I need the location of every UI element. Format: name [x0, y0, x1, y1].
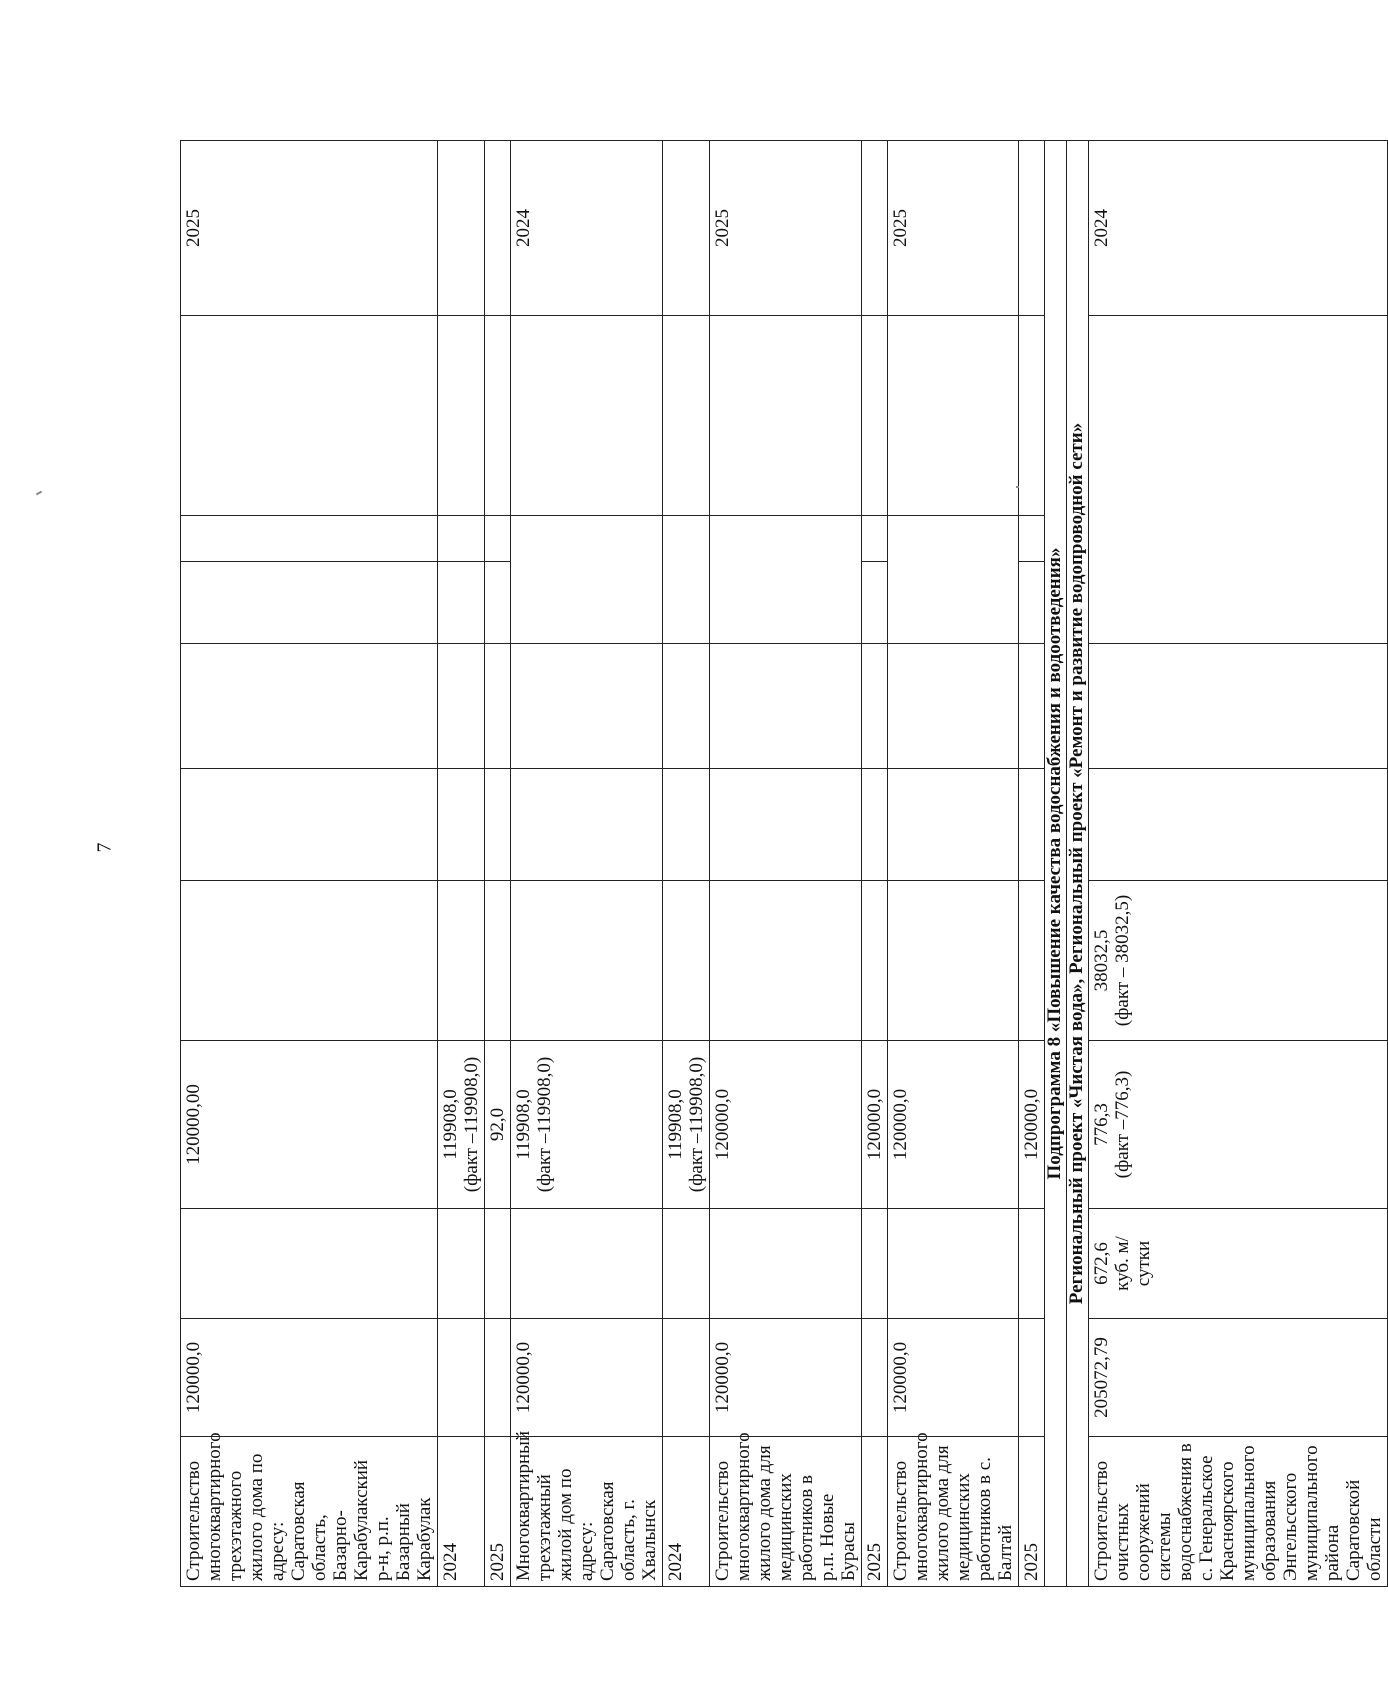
empty-cell: [1019, 881, 1045, 1041]
empty-cell: [485, 516, 511, 562]
cost-cell: 120000,0: [888, 1319, 1019, 1437]
empty-cell: [710, 644, 862, 769]
empty-cell: [862, 881, 888, 1041]
empty-cell: [181, 769, 438, 881]
empty-cell: [663, 516, 710, 644]
empty-cell: [438, 881, 485, 1041]
year-cell: 2025: [181, 141, 438, 316]
empty-cell: [181, 516, 438, 562]
value-2024-cell: 92,0: [485, 1041, 511, 1209]
value-2024-cell: 120000,0: [1019, 1041, 1045, 1209]
object-name: Строительство многоквартирного трехэтажного жилого дома по адресу: Саратовская область, Базарно-Карабулакский р-н, р.п. Базарный Карабулак: [181, 1437, 438, 1587]
empty-cell: [862, 644, 888, 769]
empty-cell: [1019, 141, 1045, 316]
cost-cell: 120000,0: [181, 1319, 438, 1437]
empty-cell: [1019, 562, 1045, 644]
empty-cell: [1089, 644, 1388, 769]
empty-cell: [1019, 769, 1045, 881]
year-subrow-label: 2025: [862, 1437, 888, 1587]
subprogram-header: Подпрограмма 8 «Повышение качества водоснабжения и водоотведения»: [1045, 141, 1067, 1587]
empty-cell: [511, 1209, 663, 1319]
empty-cell: [1019, 1209, 1045, 1319]
empty-cell: [485, 644, 511, 769]
empty-cell: [485, 881, 511, 1041]
empty-cell: [485, 141, 511, 316]
empty-cell: [663, 141, 710, 316]
table-row: [485, 141, 511, 1587]
empty-cell: [1019, 644, 1045, 769]
empty-cell: [485, 769, 511, 881]
empty-cell: [485, 316, 511, 516]
empty-cell: [511, 769, 663, 881]
empty-cell: [888, 881, 1019, 1041]
value-2024-cell: 119908,0 (факт –119908,0): [663, 1041, 710, 1209]
empty-cell: [1089, 769, 1388, 881]
empty-cell: [663, 644, 710, 769]
capacity-cell: [181, 1209, 438, 1319]
empty-cell: [888, 769, 1019, 881]
value-2024-cell: 119908,0 (факт –119908,0): [438, 1041, 485, 1209]
year-cell: 2024: [1089, 141, 1388, 316]
value-2024-cell: 120000,0: [710, 1041, 862, 1209]
year-cell: 2025: [888, 141, 1019, 316]
empty-cell: [862, 516, 888, 562]
capital-construction-table: [180, 140, 1388, 1587]
regional-project-header: Региональный проект «Чистая вода», Региональный проект «Ремонт и развитие водопроводной сети»: [1067, 141, 1089, 1587]
value-2024-cell: 119908,0 (факт –119908,0): [511, 1041, 663, 1209]
empty-cell: [438, 316, 485, 516]
year-subrow-label: 2024: [438, 1437, 485, 1587]
value-2025-cell: 38032,5 (факт – 38032,5): [1089, 881, 1388, 1041]
empty-cell: [438, 1319, 485, 1437]
empty-cell: [710, 316, 862, 516]
value-2024-cell: 120000,0: [862, 1041, 888, 1209]
year-cell: 2025: [710, 141, 862, 316]
value-2025-cell: [181, 881, 438, 1041]
empty-cell: [710, 1209, 862, 1319]
object-name: Многоквартирный трехэтажный жилой дом по адресу: Саратовская область, г. Хвалынск: [511, 1437, 663, 1587]
empty-cell: [862, 1319, 888, 1437]
empty-cell: [511, 881, 663, 1041]
scan-speck: [36, 491, 42, 496]
table-row: [1089, 141, 1388, 1587]
table-row: [511, 141, 663, 1587]
table-row: [181, 141, 438, 1587]
cost-cell: 120000,0: [710, 1319, 862, 1437]
table-row: [1045, 141, 1067, 1587]
empty-cell: [511, 644, 663, 769]
empty-cell: [862, 769, 888, 881]
empty-cell: [710, 516, 862, 644]
empty-cell: [862, 316, 888, 516]
rotated-table-frame: [180, 141, 1385, 1587]
year-subrow-label: 2025: [1019, 1437, 1045, 1587]
table-row: [438, 141, 485, 1587]
empty-cell: [663, 881, 710, 1041]
empty-cell: [438, 141, 485, 316]
table-row: [862, 141, 888, 1587]
empty-cell: [438, 1209, 485, 1319]
capacity-cell: 672,6 куб. м/ сутки: [1089, 1209, 1388, 1319]
empty-cell: [511, 516, 663, 644]
empty-cell: [485, 1209, 511, 1319]
empty-cell: [181, 316, 438, 516]
empty-cell: [1019, 516, 1045, 562]
year-subrow-label: 2024: [663, 1437, 710, 1587]
object-name: Строительство многоквартирного жилого дома для медицинских работников в р.п. Новые Бурасы: [710, 1437, 862, 1587]
empty-cell: [1019, 1319, 1045, 1437]
empty-cell: [438, 769, 485, 881]
empty-cell: [663, 1319, 710, 1437]
empty-cell: [511, 316, 663, 516]
empty-cell: [888, 644, 1019, 769]
value-2024-cell: 776,3 (факт –776,3): [1089, 1041, 1388, 1209]
table-row: [663, 141, 710, 1587]
cost-cell: 205072,79: [1089, 1319, 1388, 1437]
empty-cell: [438, 516, 485, 562]
year-cell: 2024: [511, 141, 663, 316]
empty-cell: [888, 316, 1019, 516]
empty-cell: [862, 562, 888, 644]
empty-cell: [485, 562, 511, 644]
scan-speck: [1016, 486, 1019, 488]
object-name: Строительство очистных сооружений системы водоснабжения в с. Генеральское Красноярского муниципального образования Энгельсского муниципального района Саратовской области: [1089, 1437, 1388, 1587]
empty-cell: [663, 769, 710, 881]
page-number: 7: [93, 842, 116, 853]
cost-cell: 120000,0: [511, 1319, 663, 1437]
value-2024-cell: 120000,0: [888, 1041, 1019, 1209]
empty-cell: [663, 316, 710, 516]
empty-cell: [485, 1319, 511, 1437]
table-row: [710, 141, 862, 1587]
empty-cell: [862, 141, 888, 316]
value-2024-cell: 120000,00: [181, 1041, 438, 1209]
empty-cell: [888, 1209, 1019, 1319]
empty-cell: [438, 562, 485, 644]
empty-cell: [710, 881, 862, 1041]
empty-cell: [710, 769, 862, 881]
empty-cell: [181, 644, 438, 769]
empty-cell: [1089, 316, 1388, 644]
empty-cell: [663, 1209, 710, 1319]
year-subrow-label: 2025: [485, 1437, 511, 1587]
empty-cell: [1019, 316, 1045, 516]
table-row: [1019, 141, 1045, 1587]
object-name: Строительство многоквартирного жилого дома для медицинских работников в с. Балтай: [888, 1437, 1019, 1587]
empty-cell: [862, 1209, 888, 1319]
empty-cell: [888, 516, 1019, 644]
table-row: [888, 141, 1019, 1587]
table-row: [1067, 141, 1089, 1587]
empty-cell: [438, 644, 485, 769]
empty-cell: [181, 562, 438, 644]
